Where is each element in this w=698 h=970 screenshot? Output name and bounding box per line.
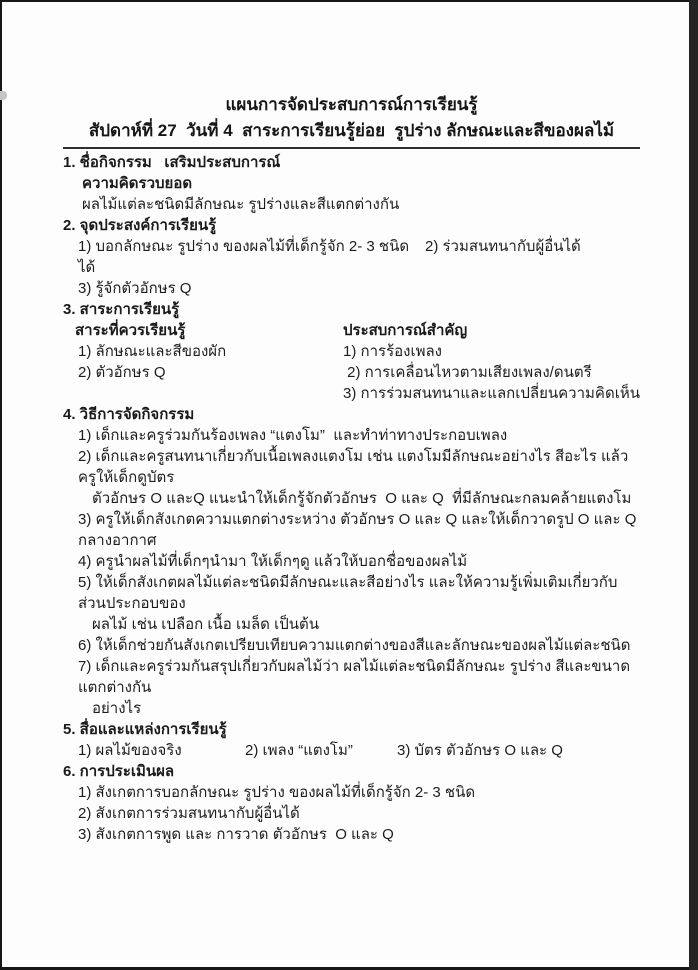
section-content-heading: 3. สาระการเรียนรู้ (63, 301, 180, 318)
procedure-line: 3) ครูให้เด็กสังเกตความแตกต่างระหว่าง ตัวอักษร O และ Q และให้เด็กวาดรูป O และ Q กลางอากาศ (78, 511, 641, 549)
content-left-item-1: 1) ลักษณะและสีของผัก (78, 343, 227, 360)
content-right-item-3: 3) การร่วมสนทนาและแลกเปลี่ยนความคิดเห็น (343, 385, 640, 402)
content-left-heading: สาระที่ควรเรียนรู้ (75, 322, 186, 339)
document-content (63, 92, 640, 845)
page-subtitle: สัปดาห์ที่ 27 วันที่ 4 สาระการเรียนรู้ย่อย รูปร่าง ลักษณะและสีของผลไม้ (88, 121, 615, 140)
page-edge-top (0, 0, 698, 2)
content-right-heading: ประสบการณ์สำคัญ (343, 322, 468, 339)
section-activity-heading: 1. ชื่อกิจกรรม เสริมประสบการณ์ (63, 154, 281, 171)
objective-item-1: 1) บอกลักษณะ รูปร่าง ของผลไม้ที่เด็กรู้จัก 2- 3 ชนิดได้ (78, 238, 410, 276)
section-evaluation-heading: 6. การประเมินผล (63, 763, 175, 780)
procedure-line-continuation: ผลไม้ เช่น เปลือก เนื้อ เมล็ด เป็นต้น (92, 616, 319, 633)
objective-item-2: 2) ร่วมสนทนากับผู้อื่นได้ (425, 238, 581, 255)
material-item-1: 1) ผลไม้ของจริง (78, 742, 182, 759)
section-objectives-heading: 2. จุดประสงค์การเรียนรู้ (63, 217, 217, 234)
procedure-line: 4) ครูนำผลไม้ที่เด็กๆนำมา ให้เด็กๆดู แล้วให้บอกชื่อของผลไม้ (78, 553, 468, 570)
content-right-item-2: 2) การเคลื่อนไหวตามเสียงเพลง/ดนตรี (343, 364, 592, 381)
objectives-row (63, 236, 640, 278)
content-right-item-1: 1) การร้องเพลง (343, 343, 442, 360)
procedure-line: 2) เด็กและครูสนทนาเกี่ยวกับเนื้อเพลงแตงโม เช่น แตงโมมีลักษณะอย่างไร สีอะไร แล้วครูให้เด็กดูบัตร (78, 448, 629, 486)
procedure-line: 6) ให้เด็กช่วยกันสังเกตเปรียบเทียบความแตกต่างของสีและลักษณะของผลไม้แต่ละชนิด (78, 637, 631, 654)
material-item-3: 3) บัตร ตัวอักษร O และ Q (397, 742, 563, 759)
materials-row (63, 740, 640, 761)
page-title: แผนการจัดประสบการณ์การเรียนรู้ (225, 95, 478, 114)
content-column-right (343, 320, 640, 404)
document-header (63, 92, 640, 149)
concept-heading: ความคิดรวบยอด (82, 175, 193, 192)
evaluation-item-1: 1) สังเกตการบอกลักษณะ รูปร่าง ของผลไม้ที่เด็กรู้จัก 2- 3 ชนิด (78, 784, 476, 801)
concept-text: ผลไม้แต่ละชนิดมีลักษณะ รูปร่างและสีแตกต่างกัน (82, 196, 400, 213)
content-columns (63, 320, 640, 404)
material-item-2: 2) เพลง “แตงโม” (245, 742, 353, 759)
section-materials-heading: 5. สื่อและแหล่งการเรียนรู้ (63, 721, 227, 738)
objective-item-3: 3) รู้จักตัวอักษร Q (78, 280, 192, 297)
procedure-line: 7) เด็กและครูร่วมกันสรุปเกี่ยวกับผลไม้ว่า ผลไม้แต่ละชนิดมีลักษณะ รูปร่าง สีและขนาดแตกต่างกัน (78, 658, 631, 696)
procedure-line-continuation: ตัวอักษร O และQ แนะนำให้เด็กรู้จักตัวอักษร O และ Q ที่มีลักษณะกลมคล้ายแตงโม (92, 490, 632, 507)
scan-artifact (0, 91, 7, 100)
procedure-line: 1) เด็กและครูร่วมกันร้องเพลง “แตงโม” และทำท่าทางประกอบเพลง (78, 427, 508, 444)
evaluation-item-2: 2) สังเกตการร่วมสนทนากับผู้อื่นได้ (78, 805, 300, 822)
page-edge-left (0, 0, 2, 970)
evaluation-item-3: 3) สังเกตการพูด และ การวาด ตัวอักษร O และ Q (78, 826, 394, 843)
section-procedure-heading: 4. วิธีการจัดกิจกรรม (63, 406, 195, 423)
content-column-left (63, 320, 343, 404)
content-left-item-2: 2) ตัวอักษร Q (78, 364, 166, 381)
procedure-line-continuation: อย่างไร (92, 700, 142, 717)
page-edge-right (689, 0, 698, 970)
procedure-line: 5) ให้เด็กสังเกตผลไม้แต่ละชนิดมีลักษณะและสีอย่างไร และให้ความรู้เพิ่มเติมเกี่ยวกับส่วนประกอบของ (78, 574, 618, 612)
